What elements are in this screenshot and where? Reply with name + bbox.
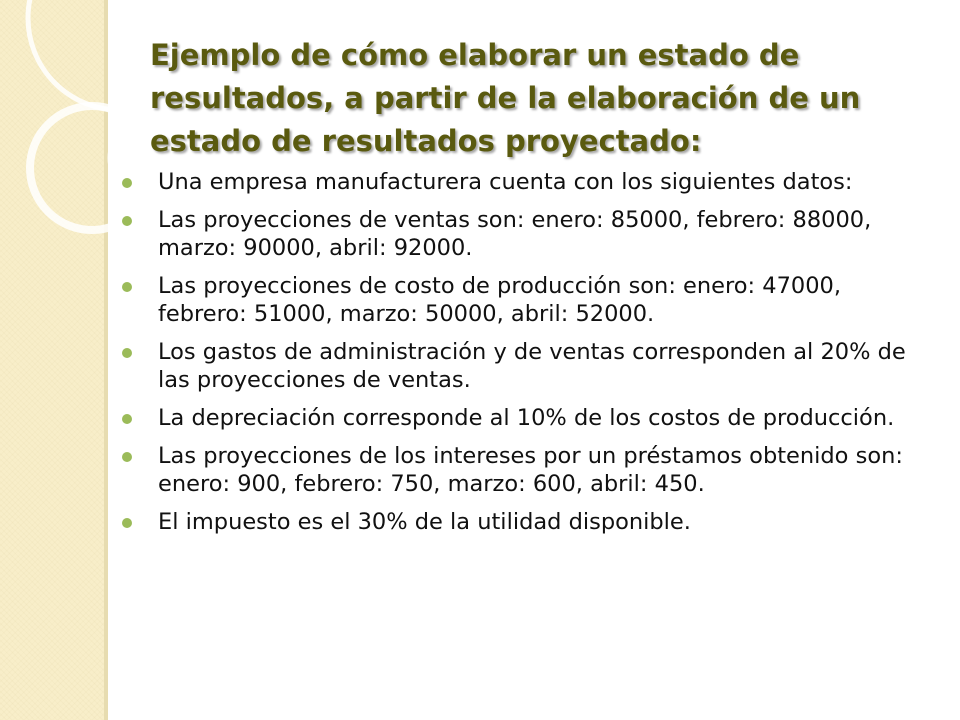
bullet-text: Los gastos de administración y de ventas corresponden al 20% de las proyecciones de ventas. xyxy=(158,339,906,393)
bullet-text: Las proyecciones de costo de producción son: enero: 47000, febrero: 51000, marzo: 50000, abril: 52000. xyxy=(158,273,841,327)
slide-title: Ejemplo de cómo elaborar un estado de resultados, a partir de la elaboración de un estado de resultados proyectado: xyxy=(150,38,861,158)
bullet-dot-icon xyxy=(122,414,132,424)
bullet-dot-icon xyxy=(122,452,132,462)
bullet-text: Una empresa manufacturera cuenta con los siguientes datos: xyxy=(158,169,853,195)
bullet-item xyxy=(122,338,912,394)
bullet-dot-icon xyxy=(122,348,132,358)
bullet-item xyxy=(122,442,912,498)
bullet-item xyxy=(122,206,912,262)
bullet-item xyxy=(122,508,912,536)
bullet-text: La depreciación corresponde al 10% de los costos de producción. xyxy=(158,405,895,431)
bullet-dot-icon xyxy=(122,216,132,226)
bullet-item xyxy=(122,404,912,432)
bullet-text: El impuesto es el 30% de la utilidad disponible. xyxy=(158,509,691,535)
bullet-item xyxy=(122,168,912,196)
side-band-border xyxy=(104,0,108,720)
side-decorative-band xyxy=(0,0,104,720)
bullet-list xyxy=(122,168,912,546)
bullet-item xyxy=(122,272,912,328)
bullet-dot-icon xyxy=(122,518,132,528)
bullet-dot-icon xyxy=(122,178,132,188)
bullet-text: Las proyecciones de los intereses por un préstamos obtenido son: enero: 900, febrero: 750, marzo: 600, abril: 450. xyxy=(158,443,903,497)
bullet-dot-icon xyxy=(122,282,132,292)
bullet-text: Las proyecciones de ventas son: enero: 85000, febrero: 88000, marzo: 90000, abril: 92000. xyxy=(158,207,872,261)
